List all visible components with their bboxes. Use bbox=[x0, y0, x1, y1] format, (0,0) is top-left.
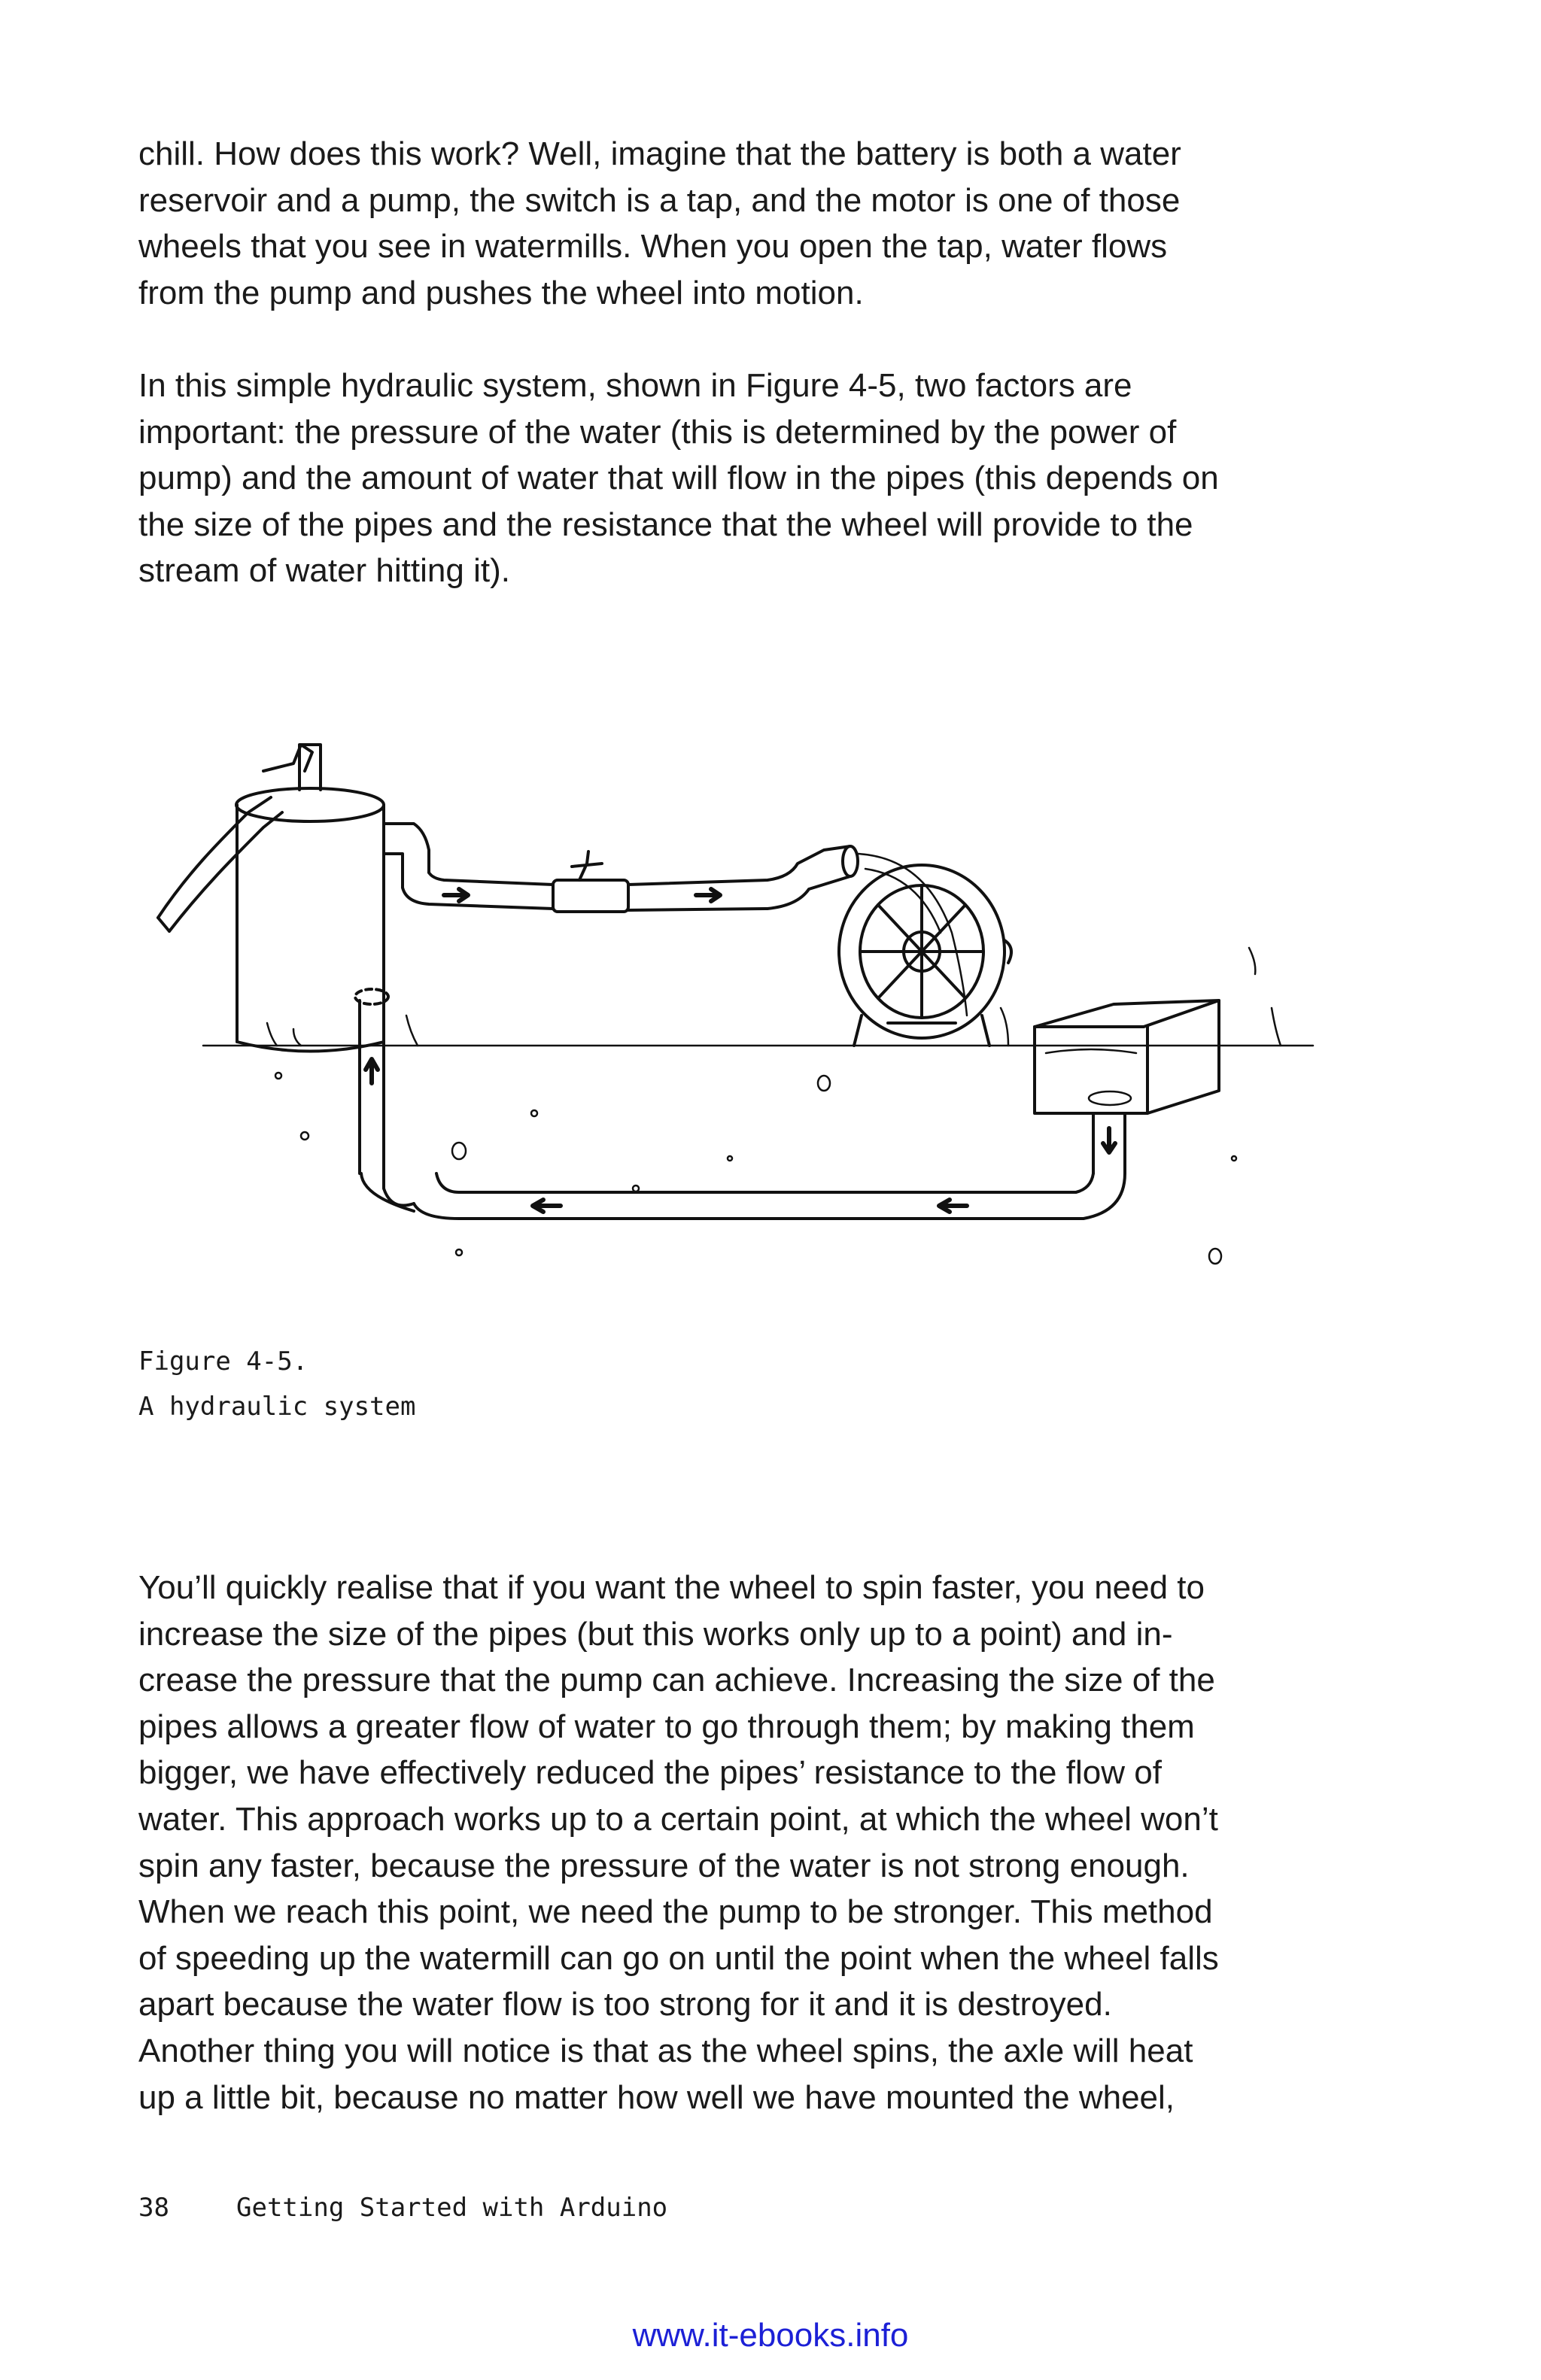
source-link[interactable]: www.it-ebooks.info bbox=[632, 2317, 909, 2354]
text-line: stream of water hitting it). bbox=[138, 552, 510, 590]
figure-title: A hydraulic system bbox=[138, 1392, 416, 1422]
page-footer bbox=[138, 2189, 667, 2227]
flow-arrow bbox=[444, 889, 468, 901]
text-line: bigger, we have effectively reduced the pipes’ resistance to the flow of bbox=[138, 1754, 1162, 1792]
text-line: Another thing you will notice is that as the wheel spins, the axle will heat bbox=[138, 2032, 1193, 2069]
page-number: 38 bbox=[138, 2193, 169, 2223]
outlet-elbow bbox=[384, 824, 429, 888]
text-line: pump) and the amount of water that will flow in the pipes (this depends on bbox=[138, 460, 1219, 497]
upper-pipe-2 bbox=[628, 846, 850, 910]
text-line: spin any faster, because the pressure of the water is not strong enough. bbox=[138, 1847, 1190, 1884]
text-line: wheels that you see in watermills. When you open the tap, water flows bbox=[138, 228, 1168, 266]
lower-pipe bbox=[414, 1173, 1125, 1219]
text-line: In this simple hydraulic system, shown in Figure 4-5, two factors are bbox=[138, 367, 1132, 404]
figure-number: Figure 4-5. bbox=[138, 1346, 309, 1377]
text-line: You’ll quickly realise that if you want the wheel to spin faster, you need to bbox=[138, 1569, 1205, 1606]
text-line: When we reach this point, we need the pump to be stronger. This method bbox=[138, 1893, 1213, 1931]
flow-arrow bbox=[533, 1200, 561, 1212]
pump-body bbox=[237, 805, 384, 1052]
text-line: increase the size of the pipes (but this works only up to a point) and in- bbox=[138, 1615, 1173, 1653]
hydraulic-system-illustration bbox=[143, 692, 1324, 1301]
text-line: up a little bit, because no matter how well we have mounted the wheel, bbox=[138, 2078, 1175, 2116]
flow-arrow bbox=[939, 1200, 967, 1212]
pipe-nozzle bbox=[843, 846, 858, 876]
text-line: water. This approach works up to a certain point, at which the wheel won’t bbox=[138, 1800, 1218, 1838]
text-line: of speeding up the watermill can go on until the point when the wheel falls bbox=[138, 1939, 1219, 1977]
upper-pipe-1 bbox=[403, 873, 553, 909]
text-line: apart because the water flow is too strong for it and it is destroyed. bbox=[138, 1986, 1112, 2023]
text-line: chill. How does this work? Well, imagine that the battery is both a water bbox=[138, 135, 1181, 172]
running-title: Getting Started with Arduino bbox=[236, 2193, 668, 2223]
water-wheel bbox=[839, 865, 1011, 1046]
paragraph-1 bbox=[138, 131, 1342, 316]
tap-handle bbox=[572, 852, 602, 880]
tap-body bbox=[553, 880, 628, 912]
paragraph-3 bbox=[138, 1565, 1342, 2120]
text-line: pipes allows a greater flow of water to go through them; by making them bbox=[138, 1708, 1195, 1745]
text-line: crease the pressure that the pump can achieve. Increasing the size of the bbox=[138, 1662, 1215, 1699]
ground-details bbox=[267, 948, 1281, 1264]
paragraph-2 bbox=[138, 363, 1342, 594]
flow-arrow bbox=[696, 889, 720, 901]
text-line: reservoir and a pump, the switch is a tap, and the motor is one of those bbox=[138, 181, 1181, 219]
riser-pipe bbox=[361, 1000, 414, 1211]
text-line: from the pump and pushes the wheel into motion. bbox=[138, 274, 864, 311]
text-line: the size of the pipes and the resistance that the wheel will provide to the bbox=[138, 505, 1193, 543]
flow-arrow bbox=[1103, 1128, 1115, 1152]
text-line: important: the pressure of the water (this is determined by the power of bbox=[138, 413, 1177, 451]
pump-lever-top bbox=[263, 745, 312, 771]
flow-arrow bbox=[366, 1059, 378, 1083]
water-basin bbox=[1035, 1000, 1219, 1113]
wheel-stand bbox=[854, 1015, 989, 1046]
